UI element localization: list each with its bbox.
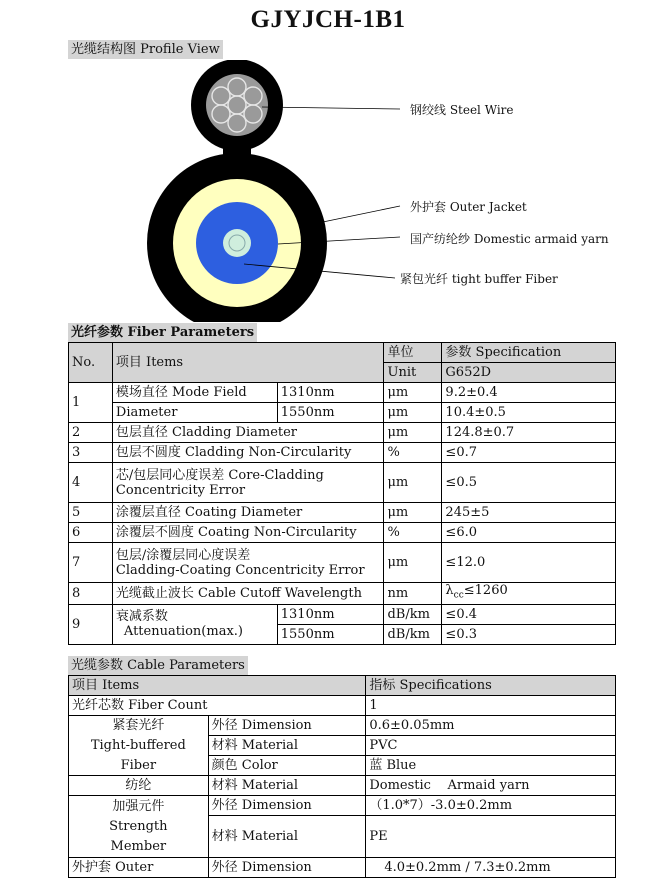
tight-buffered-label-line: 紧套光纤 bbox=[112, 718, 165, 733]
strength-material-value: PE bbox=[366, 816, 616, 858]
table-row bbox=[69, 383, 616, 403]
fiber-core-shape bbox=[223, 229, 251, 257]
table-header-row bbox=[69, 676, 616, 696]
table-row bbox=[69, 858, 616, 878]
lambda-symbol: λ bbox=[445, 583, 454, 598]
table-row bbox=[69, 443, 616, 463]
row-number: 5 bbox=[69, 503, 113, 523]
row-item: Diameter bbox=[112, 403, 277, 423]
row-value: 9.2±0.4 bbox=[442, 383, 616, 403]
row-value: 10.4±0.5 bbox=[442, 403, 616, 423]
row-item: 涂覆层不圆度 Coating Non-Circularity bbox=[112, 523, 384, 543]
row-item: 包层直径 Cladding Diameter bbox=[112, 423, 384, 443]
row-number: 2 bbox=[69, 423, 113, 443]
row-unit: μm bbox=[384, 403, 442, 423]
header-spec-type: G652D bbox=[442, 363, 616, 383]
table-row bbox=[69, 583, 616, 605]
fiber-count-value: 1 bbox=[366, 696, 616, 716]
row-wavelength: 1550nm bbox=[277, 403, 384, 423]
row-unit: dB/km bbox=[384, 624, 442, 644]
row-number: 8 bbox=[69, 583, 113, 605]
table-row bbox=[69, 463, 616, 503]
header-items: 项目 Items bbox=[69, 676, 366, 696]
strength-dimension-label: 外径 Dimension bbox=[208, 796, 366, 816]
outer-dimension-value: 4.0±0.2mm / 7.3±0.2mm bbox=[366, 858, 616, 878]
table-row bbox=[69, 543, 616, 583]
tight-color-value: 蓝 Blue bbox=[366, 756, 616, 776]
row-item: 光缆截止波长 Cable Cutoff Wavelength bbox=[112, 583, 384, 605]
table-row bbox=[69, 796, 616, 816]
document-title: GJYJCH-1B1 bbox=[250, 6, 406, 33]
row-unit: dB/km bbox=[384, 604, 442, 624]
table-row bbox=[69, 423, 616, 443]
table-row bbox=[69, 523, 616, 543]
strength-member-label-line: 加强元件 bbox=[112, 799, 165, 814]
row-unit: μm bbox=[384, 383, 442, 403]
fiber-parameters-table bbox=[68, 342, 616, 645]
header-specifications: 指标 Specifications bbox=[366, 676, 616, 696]
header-items: 项目 Items bbox=[112, 343, 384, 383]
strength-member-label-line: Strength bbox=[109, 819, 168, 834]
table-row bbox=[69, 776, 616, 796]
row-unit: μm bbox=[384, 463, 442, 503]
row-unit: μm bbox=[384, 543, 442, 583]
tight-buffered-label-line: Fiber bbox=[120, 758, 157, 773]
profile-view-label: 光缆结构图 Profile View bbox=[68, 40, 223, 59]
aramid-material-label: 材料 Material bbox=[208, 776, 366, 796]
steel-wire-strand bbox=[206, 74, 268, 136]
row-item bbox=[112, 463, 384, 503]
header-no: No. bbox=[69, 343, 113, 383]
tight-dimension-value: 0.6±0.05mm bbox=[366, 716, 616, 736]
row-item-line: Attenuation(max.) bbox=[123, 624, 243, 640]
row-item bbox=[112, 543, 384, 583]
tight-buffered-label bbox=[69, 716, 209, 776]
cutoff-value: ≤1260 bbox=[463, 583, 508, 598]
cable-parameters-table bbox=[68, 675, 616, 878]
tight-color-label: 颜色 Color bbox=[208, 756, 366, 776]
row-value bbox=[442, 583, 616, 605]
table-row bbox=[69, 696, 616, 716]
row-wavelength: 1310nm bbox=[277, 604, 384, 624]
row-item: 模场直径 Mode Field bbox=[112, 383, 277, 403]
row-wavelength: 1310nm bbox=[277, 383, 384, 403]
row-number: 6 bbox=[69, 523, 113, 543]
strength-material-label: 材料 Material bbox=[208, 816, 366, 858]
outer-dimension-label: 外径 Dimension bbox=[208, 858, 366, 878]
row-number: 7 bbox=[69, 543, 113, 583]
table-row bbox=[69, 604, 616, 624]
row-unit: % bbox=[384, 443, 442, 463]
header-spec: 参数 Specification bbox=[442, 343, 616, 363]
cable-profile-diagram bbox=[0, 60, 656, 322]
table-row bbox=[69, 716, 616, 736]
row-number: 3 bbox=[69, 443, 113, 463]
table-row bbox=[69, 503, 616, 523]
row-unit: μm bbox=[384, 503, 442, 523]
tight-buffered-label-line: Tight-buffered bbox=[90, 738, 186, 753]
row-value: ≤0.5 bbox=[442, 463, 616, 503]
tight-dimension-label: 外径 Dimension bbox=[208, 716, 366, 736]
row-item-line: 衰减系数 bbox=[115, 609, 168, 625]
fiber-parameters-label: 光纤参数 Fiber Parameters bbox=[68, 323, 257, 342]
header-unit-cn: 单位 bbox=[384, 343, 442, 363]
callout-aramid-yarn: 国产纺纶纱 Domestic armaid yarn bbox=[410, 232, 609, 246]
tight-material-label: 材料 Material bbox=[208, 736, 366, 756]
row-value: ≤12.0 bbox=[442, 543, 616, 583]
callout-steel-wire: 钢绞线 Steel Wire bbox=[410, 103, 514, 117]
row-number: 1 bbox=[69, 383, 113, 423]
row-value: ≤6.0 bbox=[442, 523, 616, 543]
strength-dimension-value: （1.0*7）-3.0±0.2mm bbox=[366, 796, 616, 816]
aramid-material-value: Domestic Armaid yarn bbox=[366, 776, 616, 796]
row-number: 4 bbox=[69, 463, 113, 503]
row-item-line: Cladding-Coating Concentricity Error bbox=[115, 562, 365, 578]
header-unit-en: Unit bbox=[384, 363, 442, 383]
row-item-line: Concentricity Error bbox=[115, 482, 246, 498]
row-unit: μm bbox=[384, 423, 442, 443]
aramid-label: 纺纶 bbox=[69, 776, 209, 796]
row-item: 包层不圆度 Cladding Non-Circularity bbox=[112, 443, 384, 463]
table-row bbox=[69, 403, 616, 423]
row-value: 124.8±0.7 bbox=[442, 423, 616, 443]
outer-jacket-label: 外护套 Outer bbox=[69, 858, 209, 878]
tight-material-value: PVC bbox=[366, 736, 616, 756]
row-unit: nm bbox=[384, 583, 442, 605]
row-wavelength: 1550nm bbox=[277, 624, 384, 644]
strength-member-label-line: Member bbox=[110, 839, 167, 854]
row-value: 245±5 bbox=[442, 503, 616, 523]
callout-outer-jacket: 外护套 Outer Jacket bbox=[410, 200, 527, 214]
cable-parameters-label: 光缆参数 Cable Parameters bbox=[68, 656, 248, 675]
row-value: ≤0.7 bbox=[442, 443, 616, 463]
row-value: ≤0.4 bbox=[442, 604, 616, 624]
strength-member-label bbox=[69, 796, 209, 858]
lambda-subscript: cc bbox=[453, 590, 464, 601]
row-item: 涂覆层直径 Coating Diameter bbox=[112, 503, 384, 523]
fiber-count-label: 光纤芯数 Fiber Count bbox=[69, 696, 366, 716]
row-unit: % bbox=[384, 523, 442, 543]
table-header-row bbox=[69, 343, 616, 363]
row-number: 9 bbox=[69, 604, 113, 644]
row-item-line: 芯/包层同心度误差 Core-Cladding bbox=[115, 467, 324, 483]
row-item-line: 包层/涂覆层同心度误差 bbox=[115, 547, 251, 563]
callout-tight-buffer: 紧包光纤 tight buffer Fiber bbox=[400, 272, 558, 286]
row-value: ≤0.3 bbox=[442, 624, 616, 644]
row-item bbox=[112, 604, 277, 644]
